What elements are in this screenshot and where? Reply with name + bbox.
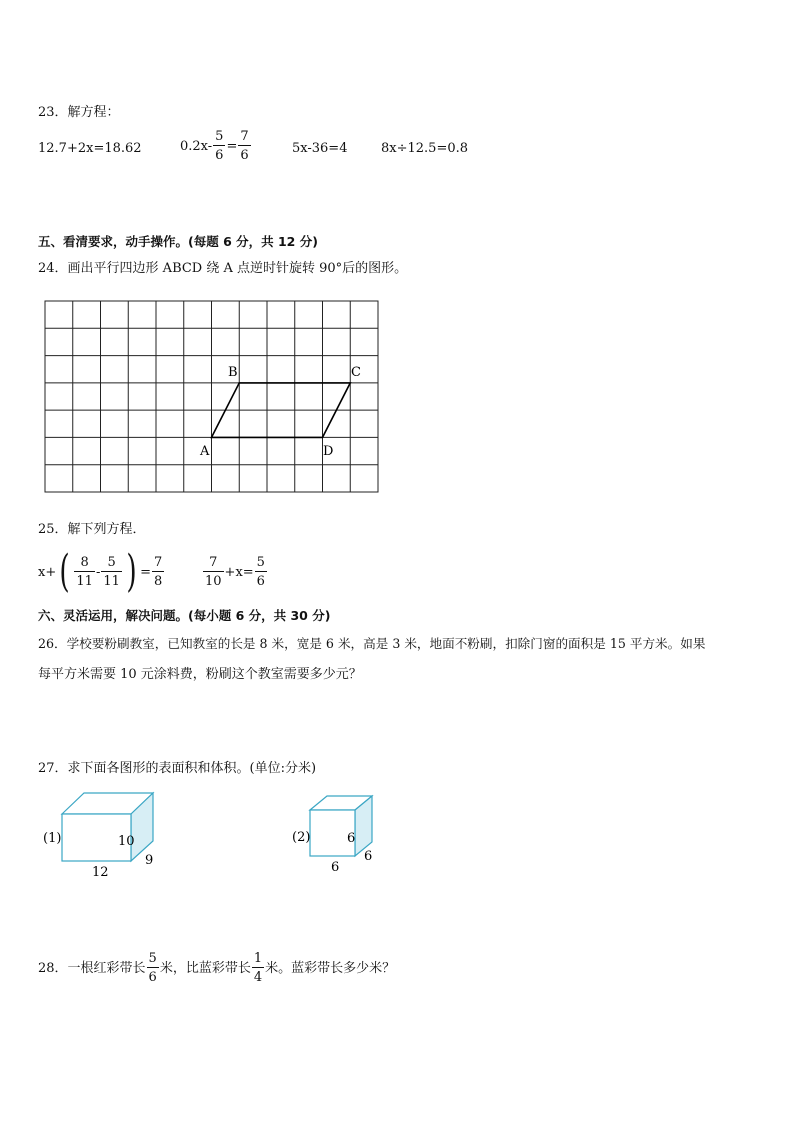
fig2-length-label: 6 <box>331 860 340 875</box>
frac-num: 5 <box>101 556 122 572</box>
frac-num: 1 <box>253 951 263 966</box>
right-paren-icon: ) <box>126 546 137 597</box>
q25-eq1 <box>38 546 165 597</box>
q28-line <box>38 952 395 984</box>
fig1-tag: (1) <box>43 831 62 846</box>
frac-den: 6 <box>256 574 265 589</box>
section5-title: 五、看清要求，动手操作。(每题 6 分，共 12 分) <box>38 234 318 249</box>
point-d-label: D <box>323 444 334 459</box>
frac-num: 7 <box>203 556 224 572</box>
q23-eq2-frac2 <box>238 130 250 162</box>
q26-line2: 每平方米需要 10 元涂料费，粉刷这个教室需要多少元？ <box>38 667 362 682</box>
cuboid-figure-1 <box>62 793 153 861</box>
frac-den: 6 <box>148 970 157 985</box>
q25-eq1-frac1 <box>74 556 95 588</box>
q28-frac2 <box>252 952 264 984</box>
frac-den: 8 <box>153 574 163 589</box>
frac-num: 8 <box>74 556 95 572</box>
q23-eq2-equals: = <box>226 138 238 154</box>
point-a-label: A <box>200 444 210 459</box>
frac-num: 5 <box>215 129 224 144</box>
q25-eq1-frac3 <box>152 556 164 588</box>
q25-eq1-frac2 <box>101 556 122 588</box>
q28-pre: 28．一根红彩带长 <box>38 960 146 976</box>
frac-den: 10 <box>205 574 222 589</box>
q28-frac1 <box>147 952 159 984</box>
section6-title: 六、灵活运用，解决问题。(每小题 6 分，共 30 分) <box>38 608 331 623</box>
frac-num: 7 <box>153 555 163 570</box>
frac-den: 6 <box>240 148 249 163</box>
cube-figure-2 <box>310 796 372 856</box>
frac-num: 7 <box>240 129 249 144</box>
q23-eq2-pre: 0.2x- <box>180 138 213 154</box>
fig2-tag: (2) <box>292 830 311 845</box>
fig1-width-label: 9 <box>145 853 154 868</box>
q23-eq4: 8x÷12.5=0.8 <box>381 141 469 156</box>
fig1-length-label: 12 <box>92 865 109 880</box>
q23-eq1: 12.7+2x=18.62 <box>38 141 142 156</box>
point-c-label: C <box>351 365 361 380</box>
frac-den: 11 <box>76 574 93 589</box>
q25-eq1-pre: x+ <box>38 564 57 580</box>
point-b-label: B <box>228 365 238 380</box>
q23-eq2 <box>180 130 252 162</box>
q24-label: 24．画出平行四边形 ABCD 绕 A 点逆时针旋转 90°后的图形。 <box>38 261 408 276</box>
q25-eq2-frac1 <box>203 556 224 588</box>
q24-grid-figure <box>40 296 385 498</box>
q25-label: 25．解下列方程． <box>38 522 146 537</box>
q25-eq2-mid: +x= <box>224 564 254 580</box>
grid <box>45 301 378 492</box>
frac-den: 4 <box>253 970 263 985</box>
frac-num: 5 <box>256 555 265 570</box>
q27-label: 27．求下面各图形的表面积和体积。(单位:分米) <box>38 761 317 776</box>
q23-label: 23．解方程： <box>38 105 120 120</box>
q28-post: 米。蓝彩带长多少米？ <box>265 960 396 976</box>
frac-den: 11 <box>103 574 120 589</box>
q25-eq2 <box>202 556 268 588</box>
q26-line1: 26．学校要粉刷教室，已知教室的长是 8 米，宽是 6 米，高是 3 米，地面不粉刷，扣除门窗的面积是 15 平方米。如果 <box>38 636 706 651</box>
q28-mid: 米，比蓝彩带长 <box>159 960 251 976</box>
q25-eq2-frac2 <box>255 556 267 588</box>
fig2-width-label: 6 <box>364 849 373 864</box>
fig2-height-label: 6 <box>347 831 356 846</box>
fig1-height-label: 10 <box>118 834 135 849</box>
left-paren-icon: ( <box>59 546 70 597</box>
q25-eq1-minus: - <box>95 564 101 580</box>
q27-figures <box>38 790 398 880</box>
q25-eq1-equals: = <box>140 564 151 580</box>
frac-num: 5 <box>148 951 157 966</box>
frac-den: 6 <box>215 148 224 163</box>
q23-eq2-frac1 <box>213 130 225 162</box>
q23-eq3: 5x-36=4 <box>292 141 348 156</box>
